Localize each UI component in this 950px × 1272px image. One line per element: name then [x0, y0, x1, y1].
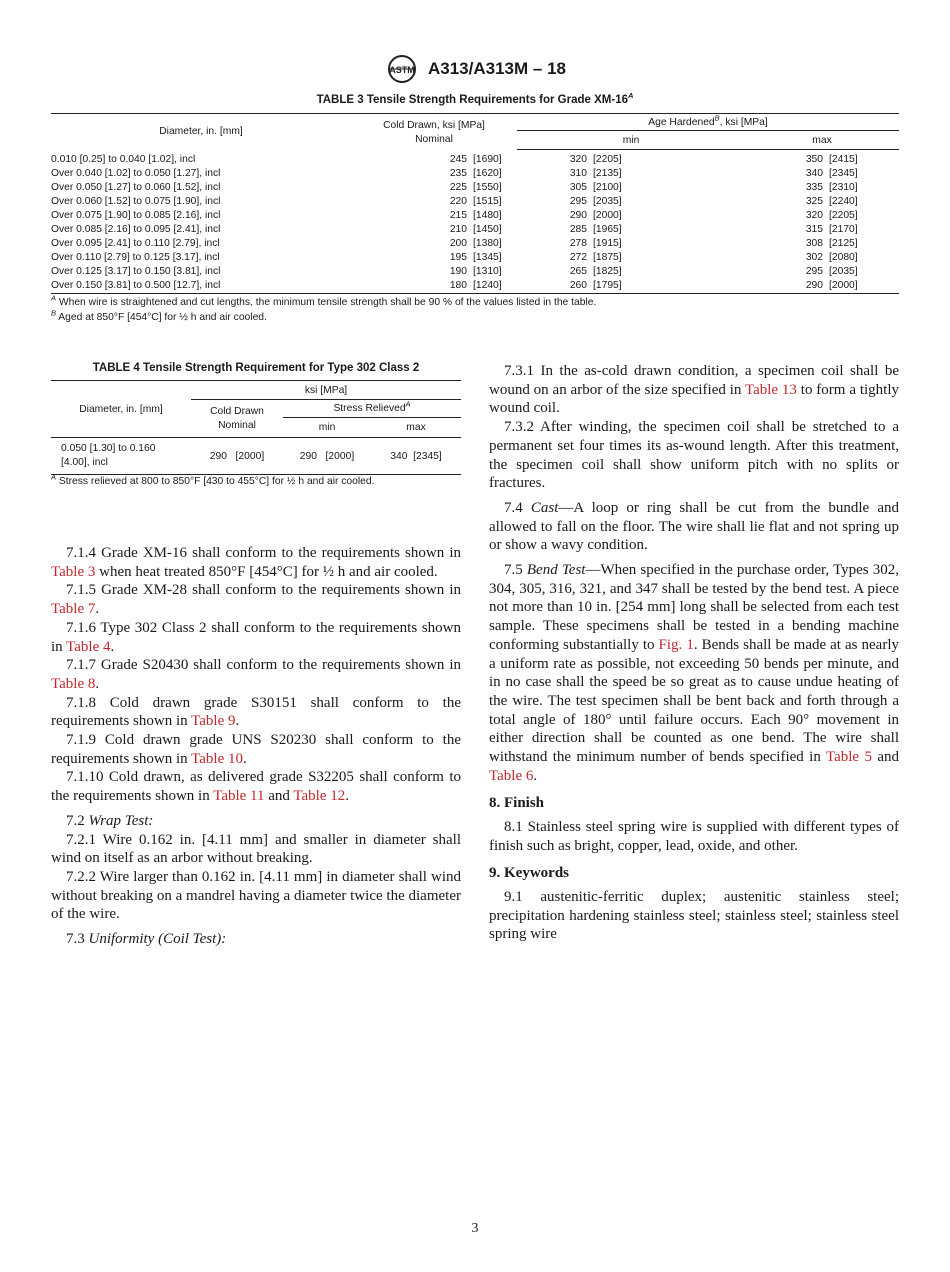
- para-7-1-10: 7.1.10 Cold drawn, as delivered grade S32205 shall conform to the requirements shown in Table 11 and Table 12.: [51, 769, 461, 805]
- table-4-caption: TABLE 4 Tensile Strength Requirement for Type 302 Class 2: [92, 362, 420, 374]
- para-7-1-5: 7.1.5 Grade XM-28 shall conform to the requirements shown in Table 7.: [51, 582, 461, 618]
- t4-header-ksi: ksi [MPa]: [191, 381, 461, 400]
- table-row: Over 0.060 [1.52] to 0.075 [1.90], incl 220 [1515] 295 [2035] 325 [2240]: [51, 196, 858, 207]
- para-7-4: 7.4 Cast—A loop or ring shall be cut from the bundle and allowed to fall on the floor. The wire shall lie flat and not spring up or show a wavy condition.: [489, 499, 900, 554]
- para-7-1-7: 7.1.7 Grade S20430 shall conform to the requirements shown in Table 8.: [51, 657, 461, 692]
- t4-header-diameter: Diameter, in. [mm]: [51, 381, 191, 438]
- table-row: Over 0.085 [2.16] to 0.095 [2.41], incl 210 [1450] 285 [1965] 315 [2170]: [51, 224, 858, 235]
- para-7-1-8: 7.1.8 Cold drawn grade S30151 shall conform to the requirements shown in Table 9.: [51, 694, 461, 730]
- table-3-caption: TABLE 3 Tensile Strength Requirements for Grade $XM-16^A$: [316, 91, 634, 106]
- table-3-footnote-a: $^A$ When wire is straightened and cut lengths, the minimum tensile strength shall be 90 % of the values listed in the table.: [51, 293, 597, 308]
- t3-header-age-hardened: Age Hardened$^B$, ksi [MPa]: [517, 114, 899, 131]
- page-number: 3: [471, 1221, 479, 1236]
- link-table-10[interactable]: Table 10: [191, 750, 243, 767]
- astm-logo-icon: [384, 54, 420, 84]
- link-table-6[interactable]: Table 6: [489, 767, 534, 784]
- link-table-11[interactable]: Table 11: [213, 788, 265, 805]
- para-7-2: 7.2 Wrap Test:: [66, 812, 154, 829]
- table-row: Over 0.040 [1.02] to 0.050 [1.27], incl 235 [1620] 310 [2135] 340 [2345]: [51, 168, 858, 179]
- table-row: Over 0.150 [3.81] to 0.500 [12.7], incl 180 [1240] 260 [1795] 290 [2000]: [51, 279, 899, 294]
- table-row: Over 0.095 [2.41] to 0.110 [2.79], incl 200 [1380] 278 [1915] 308 [2125]: [51, 238, 858, 249]
- t4-header-max: max: [371, 418, 461, 438]
- table-row: Over 0.110 [2.79] to 0.125 [3.17], incl 195 [1345] 272 [1875] 302 [2080]: [51, 252, 858, 263]
- section-9-heading: 9. Keywords: [489, 864, 569, 881]
- t3-header-diameter: Diameter, in. [mm]: [51, 114, 351, 150]
- link-table-5[interactable]: Table 5: [825, 749, 872, 766]
- link-table-12[interactable]: Table 12: [293, 788, 346, 805]
- table-row: Over 0.125 [3.17] to 0.150 [3.81], incl 190 [1310] 265 [1825] 295 [2035]: [51, 266, 858, 277]
- para-8-1: 8.1 Stainless steel spring wire is supplied with different types of finish such as bright, copper, lead, oxide, and other.: [489, 819, 899, 855]
- para-7-1-4: 7.1.4 Grade XM-16 shall conform to the requirements shown in Table 3 when heat treated 850°F [454°C] for ½ h and air cooled.: [51, 545, 461, 580]
- link-table-9[interactable]: Table 9: [191, 713, 236, 730]
- t4-header-cold-drawn: Cold Drawn Nominal: [191, 400, 283, 438]
- para-7-3-2: 7.3.2 After winding, the specimen coil shall be stretched to a permanent set four times its as-wound length. After this treatment, the specimen coil shall show uniform pitch with no splits or fractures.: [489, 419, 899, 492]
- table-4-footnote: $^A$ Stress relieved at 800 to 850°F [430 to 455°C] for ½ h and air cooled.: [51, 472, 375, 487]
- table-3: [51, 113, 899, 294]
- table-row: 0.050 [1.30] to 0.160 [4.00], incl 290 [2000] 290 [2000] 340 [2345]: [51, 438, 461, 475]
- t3-header-cold-drawn: Cold Drawn, ksi [MPa] Nominal: [351, 114, 517, 150]
- section-8-heading: 8. Finish: [489, 795, 545, 812]
- link-table-3[interactable]: Table 3: [51, 563, 96, 580]
- link-table-13[interactable]: Table 13: [744, 381, 797, 398]
- right-column: [489, 362, 899, 944]
- table-4: [51, 380, 461, 475]
- table-row: 0.010 [0.25] to 0.040 [1.02], incl 245 [1690] 320 [2205] 350 [2415]: [51, 153, 858, 165]
- para-7-3: 7.3 Uniformity (Coil Test):: [66, 931, 227, 948]
- table-row: Over 0.075 [1.90] to 0.085 [2.16], incl 215 [1480] 290 [2000] 320 [2205]: [51, 210, 858, 221]
- t3-header-min: min: [517, 131, 745, 150]
- t3-header-max: max: [745, 131, 899, 150]
- para-7-2-1: 7.2.1 Wire 0.162 in. [4.11 mm] and smaller in diameter shall wind on itself as an arbor without breaking.: [51, 831, 461, 867]
- link-fig-1[interactable]: Fig. 1: [658, 636, 694, 653]
- svg-text:ASTM: ASTM: [389, 65, 415, 75]
- document-title: A313/A313M – 18: [428, 59, 566, 78]
- para-7-1-6: 7.1.6 Type 302 Class 2 shall conform to the requirements shown in Table 4.: [51, 619, 461, 655]
- link-table-4[interactable]: Table 4: [66, 638, 111, 655]
- para-7-5: 7.5 Bend Test—When specified in the purchase order, Types 302, 304, 305, 316, 321, and 347 shall be tested by the bend test. A piece not more than 10 in. [254 mm] long shall be selected from each test sample. These specimens shall be tested in a bending machine conforming substantially to Fig. 1. Bends shall be made at as nearly a uniform rate as possible, not exceeding 50 bends per minute, and in no case shall the speed be so great as to cause undue heating of the wire. The test specimen shall be bent back and forth through a total angle of 180° until failure occurs. Each 90° movement in either direction shall be counted as one bend. The wire shall withstand the minimum number of bends specified in Table 5 and Table 6.: [489, 562, 899, 784]
- para-7-3-1: 7.3.1 In the as-cold drawn condition, a specimen coil shall be wound on an arbor of the size specified in Table 13 to form a tightly wound coil.: [489, 363, 899, 417]
- table-row: Over 0.050 [1.27] to 0.060 [1.52], incl 225 [1550] 305 [2100] 335 [2310]: [51, 182, 858, 193]
- t4-header-stress-relieved: Stress Relieved$^A$: [283, 400, 461, 418]
- table-3-footnote-b: $^B$ Aged at 850°F [454°C] for ½ h and air cooled.: [51, 308, 267, 323]
- left-column: [51, 544, 461, 949]
- page-header: [0, 54, 950, 86]
- link-table-8[interactable]: Table 8: [51, 675, 96, 692]
- para-7-2-2: 7.2.2 Wire larger than 0.162 in. [4.11 mm] in diameter shall wind without breaking on a mandrel having a diameter twice the diameter of the wire.: [51, 868, 461, 923]
- link-table-7[interactable]: Table 7: [51, 601, 96, 618]
- t4-header-min: min: [283, 418, 371, 438]
- para-9-1: 9.1 austenitic-ferritic duplex; austenitic stainless steel; precipitation hardening stainless steel; stainless steel; stainless steel spring wire: [489, 888, 899, 943]
- para-7-1-9: 7.1.9 Cold drawn grade UNS S20230 shall conform to the requirements shown in Table 10.: [51, 732, 461, 767]
